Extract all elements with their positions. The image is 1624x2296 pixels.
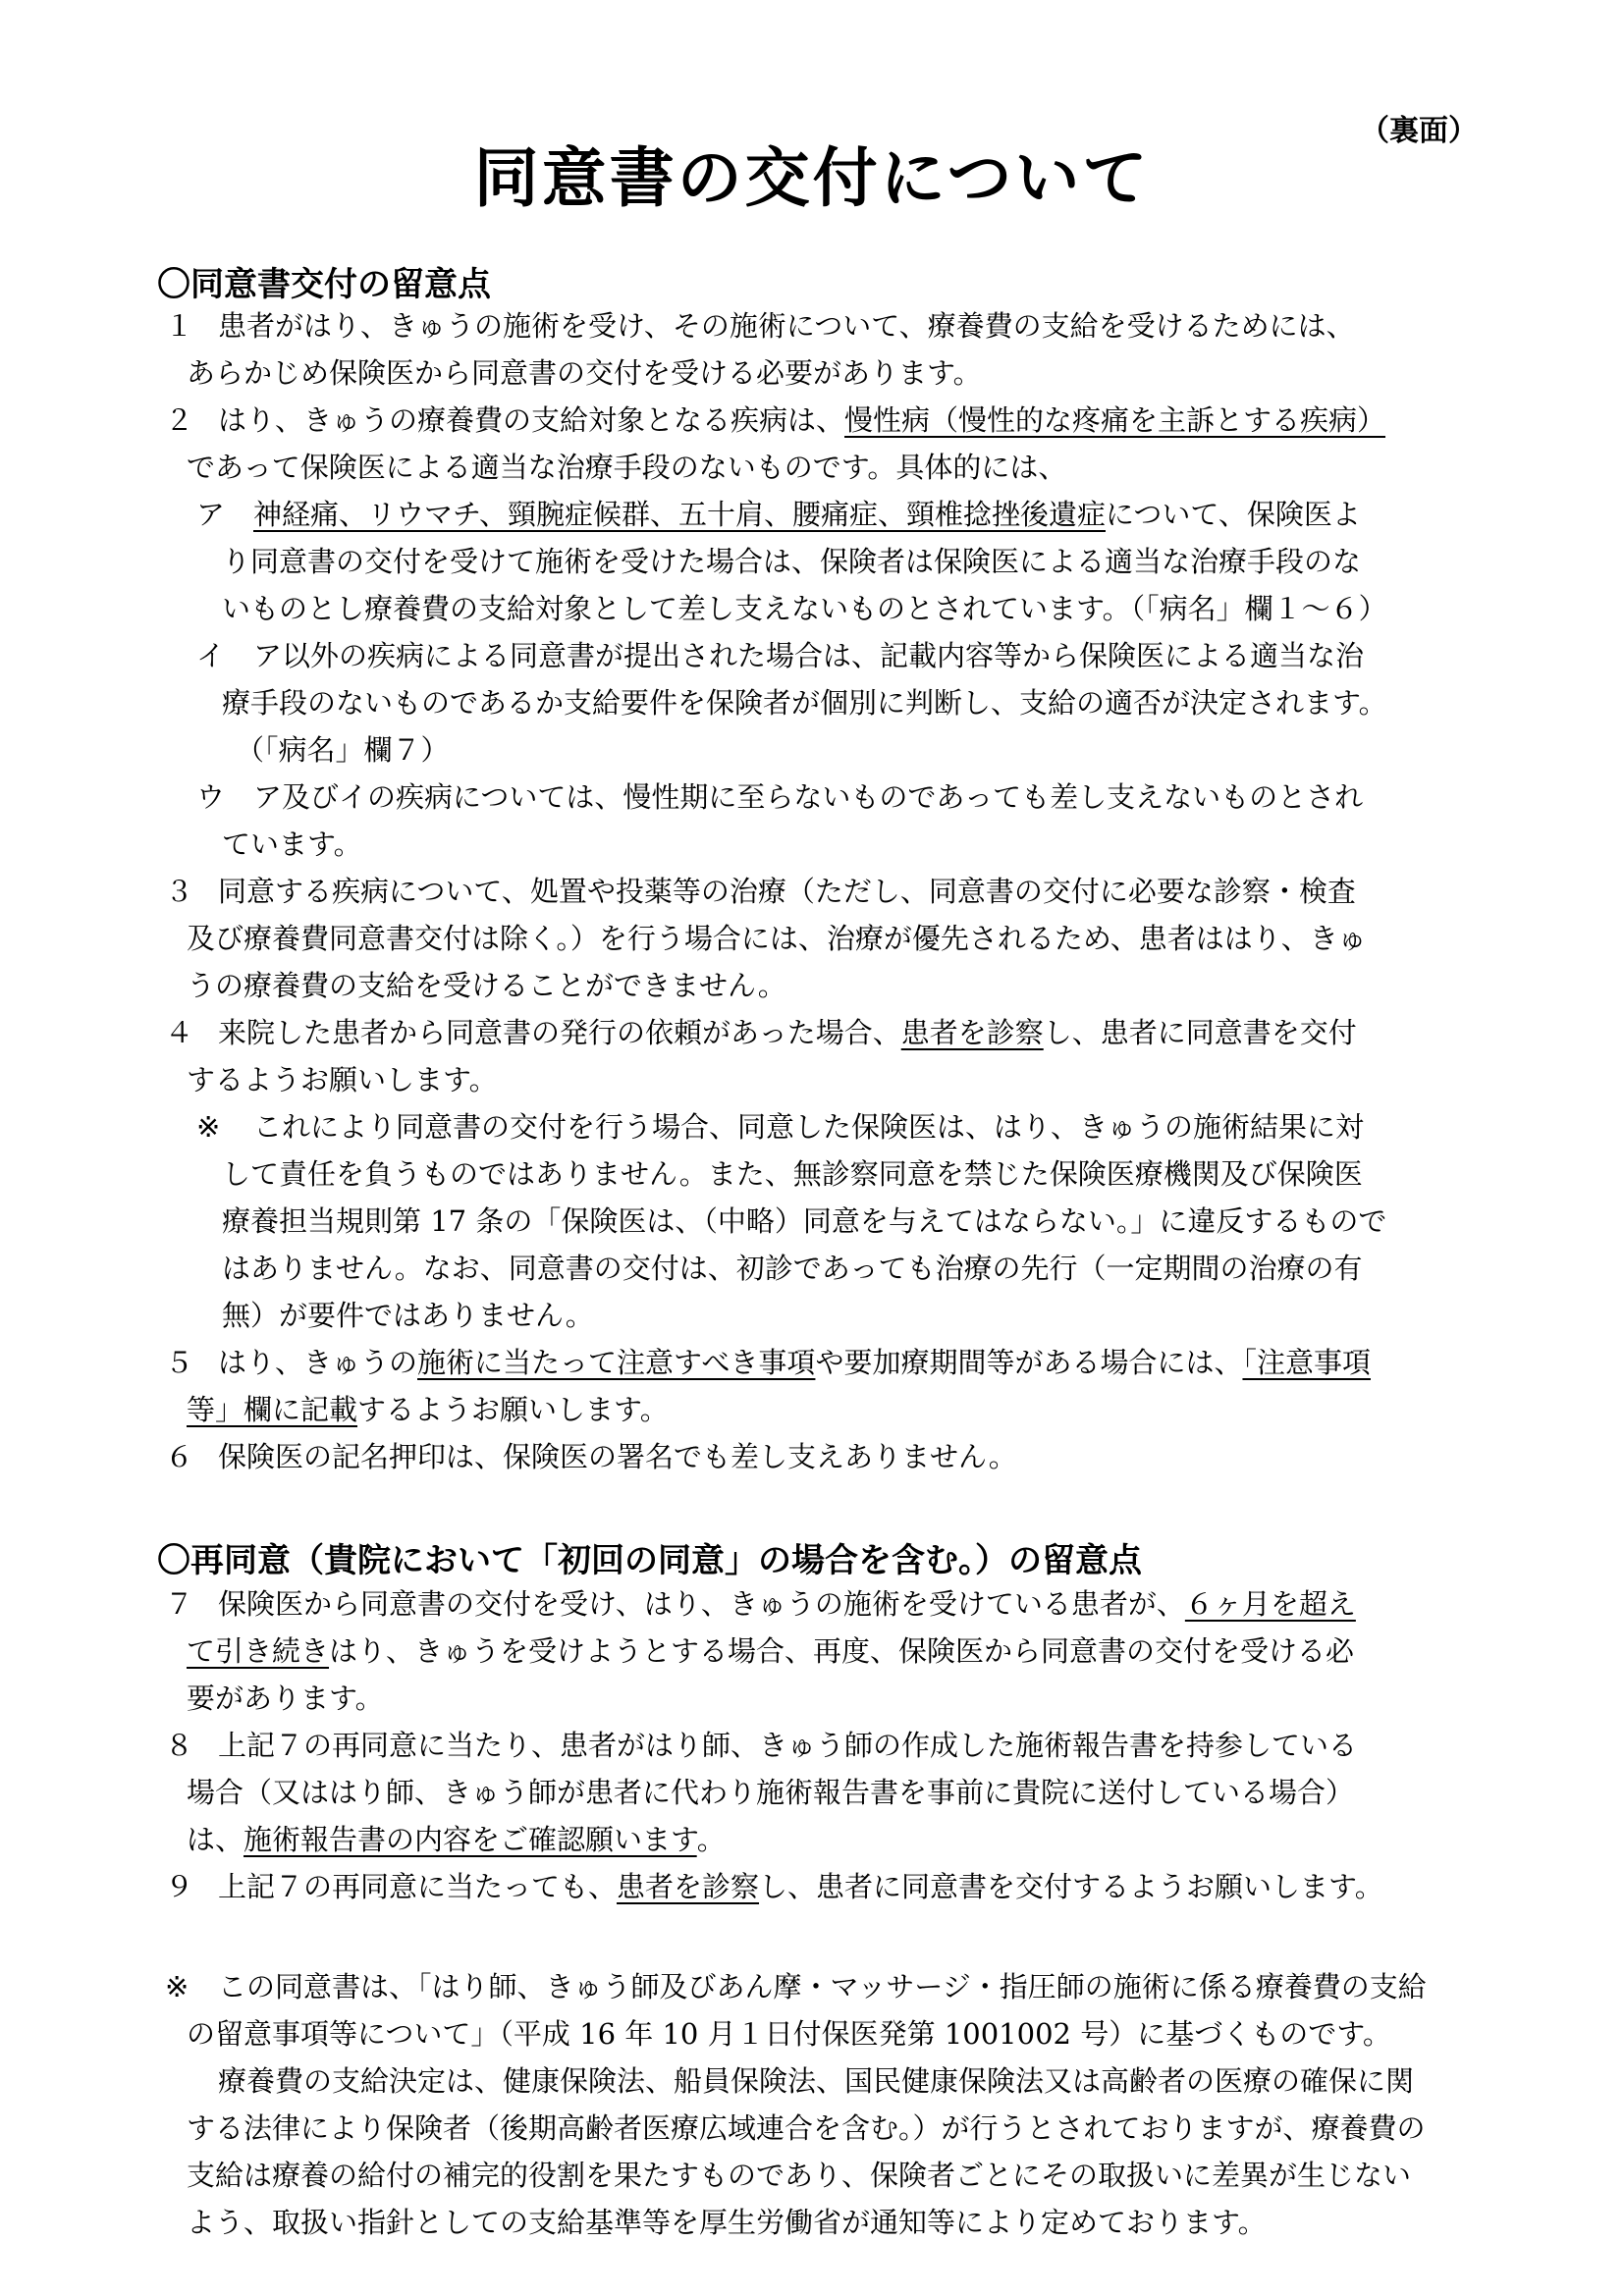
item-text-line: 療養担当規則第 17 条の「保険医は、（中略）同意を与えてはならない。」に違反するもので: [222, 1204, 1387, 1238]
item-text-line: [218, 1587, 1356, 1621]
note-marker: ※: [196, 1110, 221, 1144]
item-text-line: 同意する疾病について、処置や投薬等の治療（ただし、同意書の交付に必要な診察・検査: [218, 875, 1356, 908]
subitem-marker: ウ: [196, 780, 226, 814]
item-text-line: して責任を負うものではありません。また、無診察同意を禁じた保険医療機関及び保険医: [222, 1157, 1363, 1191]
item-text-line: [187, 1634, 1355, 1668]
underlined-text: 患者を診察: [900, 1016, 1044, 1049]
underlined-text: て引き続き: [187, 1634, 330, 1668]
underlined-text: 施術報告書の内容をご確認願います: [244, 1823, 697, 1856]
item-number: １: [165, 309, 194, 343]
text-span: し、患者に同意書を交付: [1043, 1016, 1357, 1049]
section-heading-reconsent-notes: 〇再同意（貴院において「初回の同意」の場合を含む。）の留意点: [157, 1541, 1142, 1580]
subitem-marker: イ: [196, 639, 226, 672]
item-text-line: 無）が要件ではありません。: [222, 1299, 594, 1332]
item-number: ８: [165, 1729, 194, 1762]
text-span: するようお願いします。: [357, 1393, 669, 1426]
item-text-line: [218, 1016, 1357, 1049]
underlined-text: 患者を診察: [617, 1870, 760, 1903]
section-heading-consent-notes: 〇同意書交付の留意点: [157, 265, 491, 304]
underlined-text: 等」欄に記載: [187, 1393, 358, 1426]
text-span: はり、きゅうの療養費の支給対象となる疾病は、: [218, 403, 845, 437]
underlined-text: 「注意事項: [1242, 1346, 1371, 1379]
underlined-text: 施術に当たって注意すべき事項: [417, 1346, 816, 1379]
text-span: 来院した患者から同意書の発行の依頼があった場合、: [218, 1016, 901, 1049]
note-text-line: 療養費の支給決定は、健康保険法、船員保険法、国民健康保険法又は高齢者の医療の確保に関: [218, 2064, 1415, 2098]
item-number: ９: [165, 1870, 194, 1903]
item-text-line: 場合（又ははり師、きゅう師が患者に代わり施術報告書を事前に貴院に送付している場合）: [187, 1776, 1355, 1809]
note-text-line: の留意事項等について」（平成 16 年 10 月１日付保医発第 1001002 号）に基づくものです。: [187, 2017, 1391, 2051]
item-text-line: うの療養費の支給を受けることができません。: [187, 969, 786, 1002]
item-text-line: ています。: [222, 828, 362, 861]
item-text-line: であって保険医による適当な治療手段のないものです。具体的には、: [187, 451, 1067, 484]
note-text-line: この同意書は、「はり師、きゅう師及びあん摩・マッサージ・指圧師の施術に係る療養費の支給: [218, 1970, 1427, 2003]
underlined-text: 神経痛、リウマチ、頸腕症候群、五十肩、腰痛症、頸椎捻挫後遺症: [253, 498, 1106, 531]
text-span: 上記７の再同意に当たっても、: [218, 1870, 618, 1903]
note-marker: ※: [165, 1970, 189, 2003]
text-span: し、患者に同意書を交付するようお願いします。: [759, 1870, 1383, 1903]
item-text-line: 要があります。: [187, 1682, 384, 1715]
item-text-line: いものとし療養費の支給対象として差し支えないものとされています。（「病名」欄１～６）: [222, 592, 1387, 625]
item-number: ３: [165, 875, 194, 908]
text-span: 。: [696, 1823, 726, 1856]
item-text-line: ア及びイの疾病については、慢性期に至らないものであっても差し支えないものとされ: [253, 780, 1364, 814]
item-number: ６: [165, 1440, 194, 1473]
item-text-line: [187, 1823, 726, 1856]
note-text-line: する法律により保険者（後期高齢者医療広域連合を含む。）が行うとされておりますが、療養費の: [187, 2111, 1426, 2145]
underlined-text: 慢性病（慢性的な疼痛を主訴とする疾病）: [844, 403, 1386, 437]
text-span: について、保険医よ: [1105, 498, 1361, 531]
item-text-line: [218, 1870, 1383, 1903]
item-text-line: はありません。なお、同意書の交付は、初診であっても治療の先行（一定期間の治療の有: [222, 1252, 1363, 1285]
item-number: ５: [165, 1346, 194, 1379]
item-text-line: [253, 498, 1361, 531]
item-text-line: 患者がはり、きゅうの施術を受け、その施術について、療養費の支給を受けるためには、: [218, 309, 1355, 343]
reverse-side-label: （裏面）: [1360, 114, 1478, 148]
text-span: はり、きゅうの: [218, 1346, 418, 1379]
note-text-line: よう、取扱い指針としての支給基準等を厚生労働省が通知等により定めております。: [187, 2206, 1267, 2239]
item-text-line: ア以外の疾病による同意書が提出された場合は、記載内容等から保険医による適当な治: [253, 639, 1365, 672]
text-span: は、: [187, 1823, 244, 1856]
text-span: や要加療期間等がある場合には、: [815, 1346, 1243, 1379]
subitem-marker: ア: [196, 498, 226, 531]
item-text-line: 保険医の記名押印は、保険医の署名でも差し支えありません。: [218, 1440, 1017, 1473]
item-text-line: （「病名」欄７）: [236, 733, 450, 767]
item-text-line: り同意書の交付を受けて施術を受けた場合は、保険者は保険医による適当な治療手段のな: [222, 545, 1362, 578]
item-text-line: これにより同意書の交付を行う場合、同意した保険医は、はり、きゅうの施術結果に対: [253, 1110, 1365, 1144]
text-span: はり、きゅうを受けようとする場合、再度、保険医から同意書の交付を受ける必: [329, 1634, 1355, 1668]
item-text-line: 上記７の再同意に当たり、患者がはり師、きゅう師の作成した施術報告書を持参している: [218, 1729, 1358, 1762]
text-span: 保険医から同意書の交付を受け、はり、きゅうの施術を受けている患者が、: [218, 1587, 1185, 1621]
item-text-line: [187, 1393, 669, 1426]
document-title: 同意書の交付について: [473, 140, 1151, 216]
item-number: ２: [165, 403, 194, 437]
item-text-line: あらかじめ保険医から同意書の交付を受ける必要があります。: [187, 356, 982, 390]
item-text-line: 及び療養費同意書交付は除く。）を行う場合には、治療が優先されるため、患者ははり、きゅ: [187, 922, 1367, 955]
underlined-text: ６ヶ月を超え: [1184, 1587, 1356, 1621]
note-text-line: 支給は療養の給付の補完的役割を果たすものであり、保険者ごとにその取扱いに差異が生じない: [187, 2159, 1412, 2192]
item-number: ７: [165, 1587, 194, 1621]
item-text-line: [218, 1346, 1371, 1379]
item-text-line: 療手段のないものであるか支給要件を保険者が個別に判断し、支給の適否が決定されます。: [222, 686, 1387, 720]
item-number: ４: [165, 1016, 194, 1049]
item-text-line: [218, 403, 1386, 437]
item-text-line: するようお願いします。: [187, 1063, 498, 1096]
